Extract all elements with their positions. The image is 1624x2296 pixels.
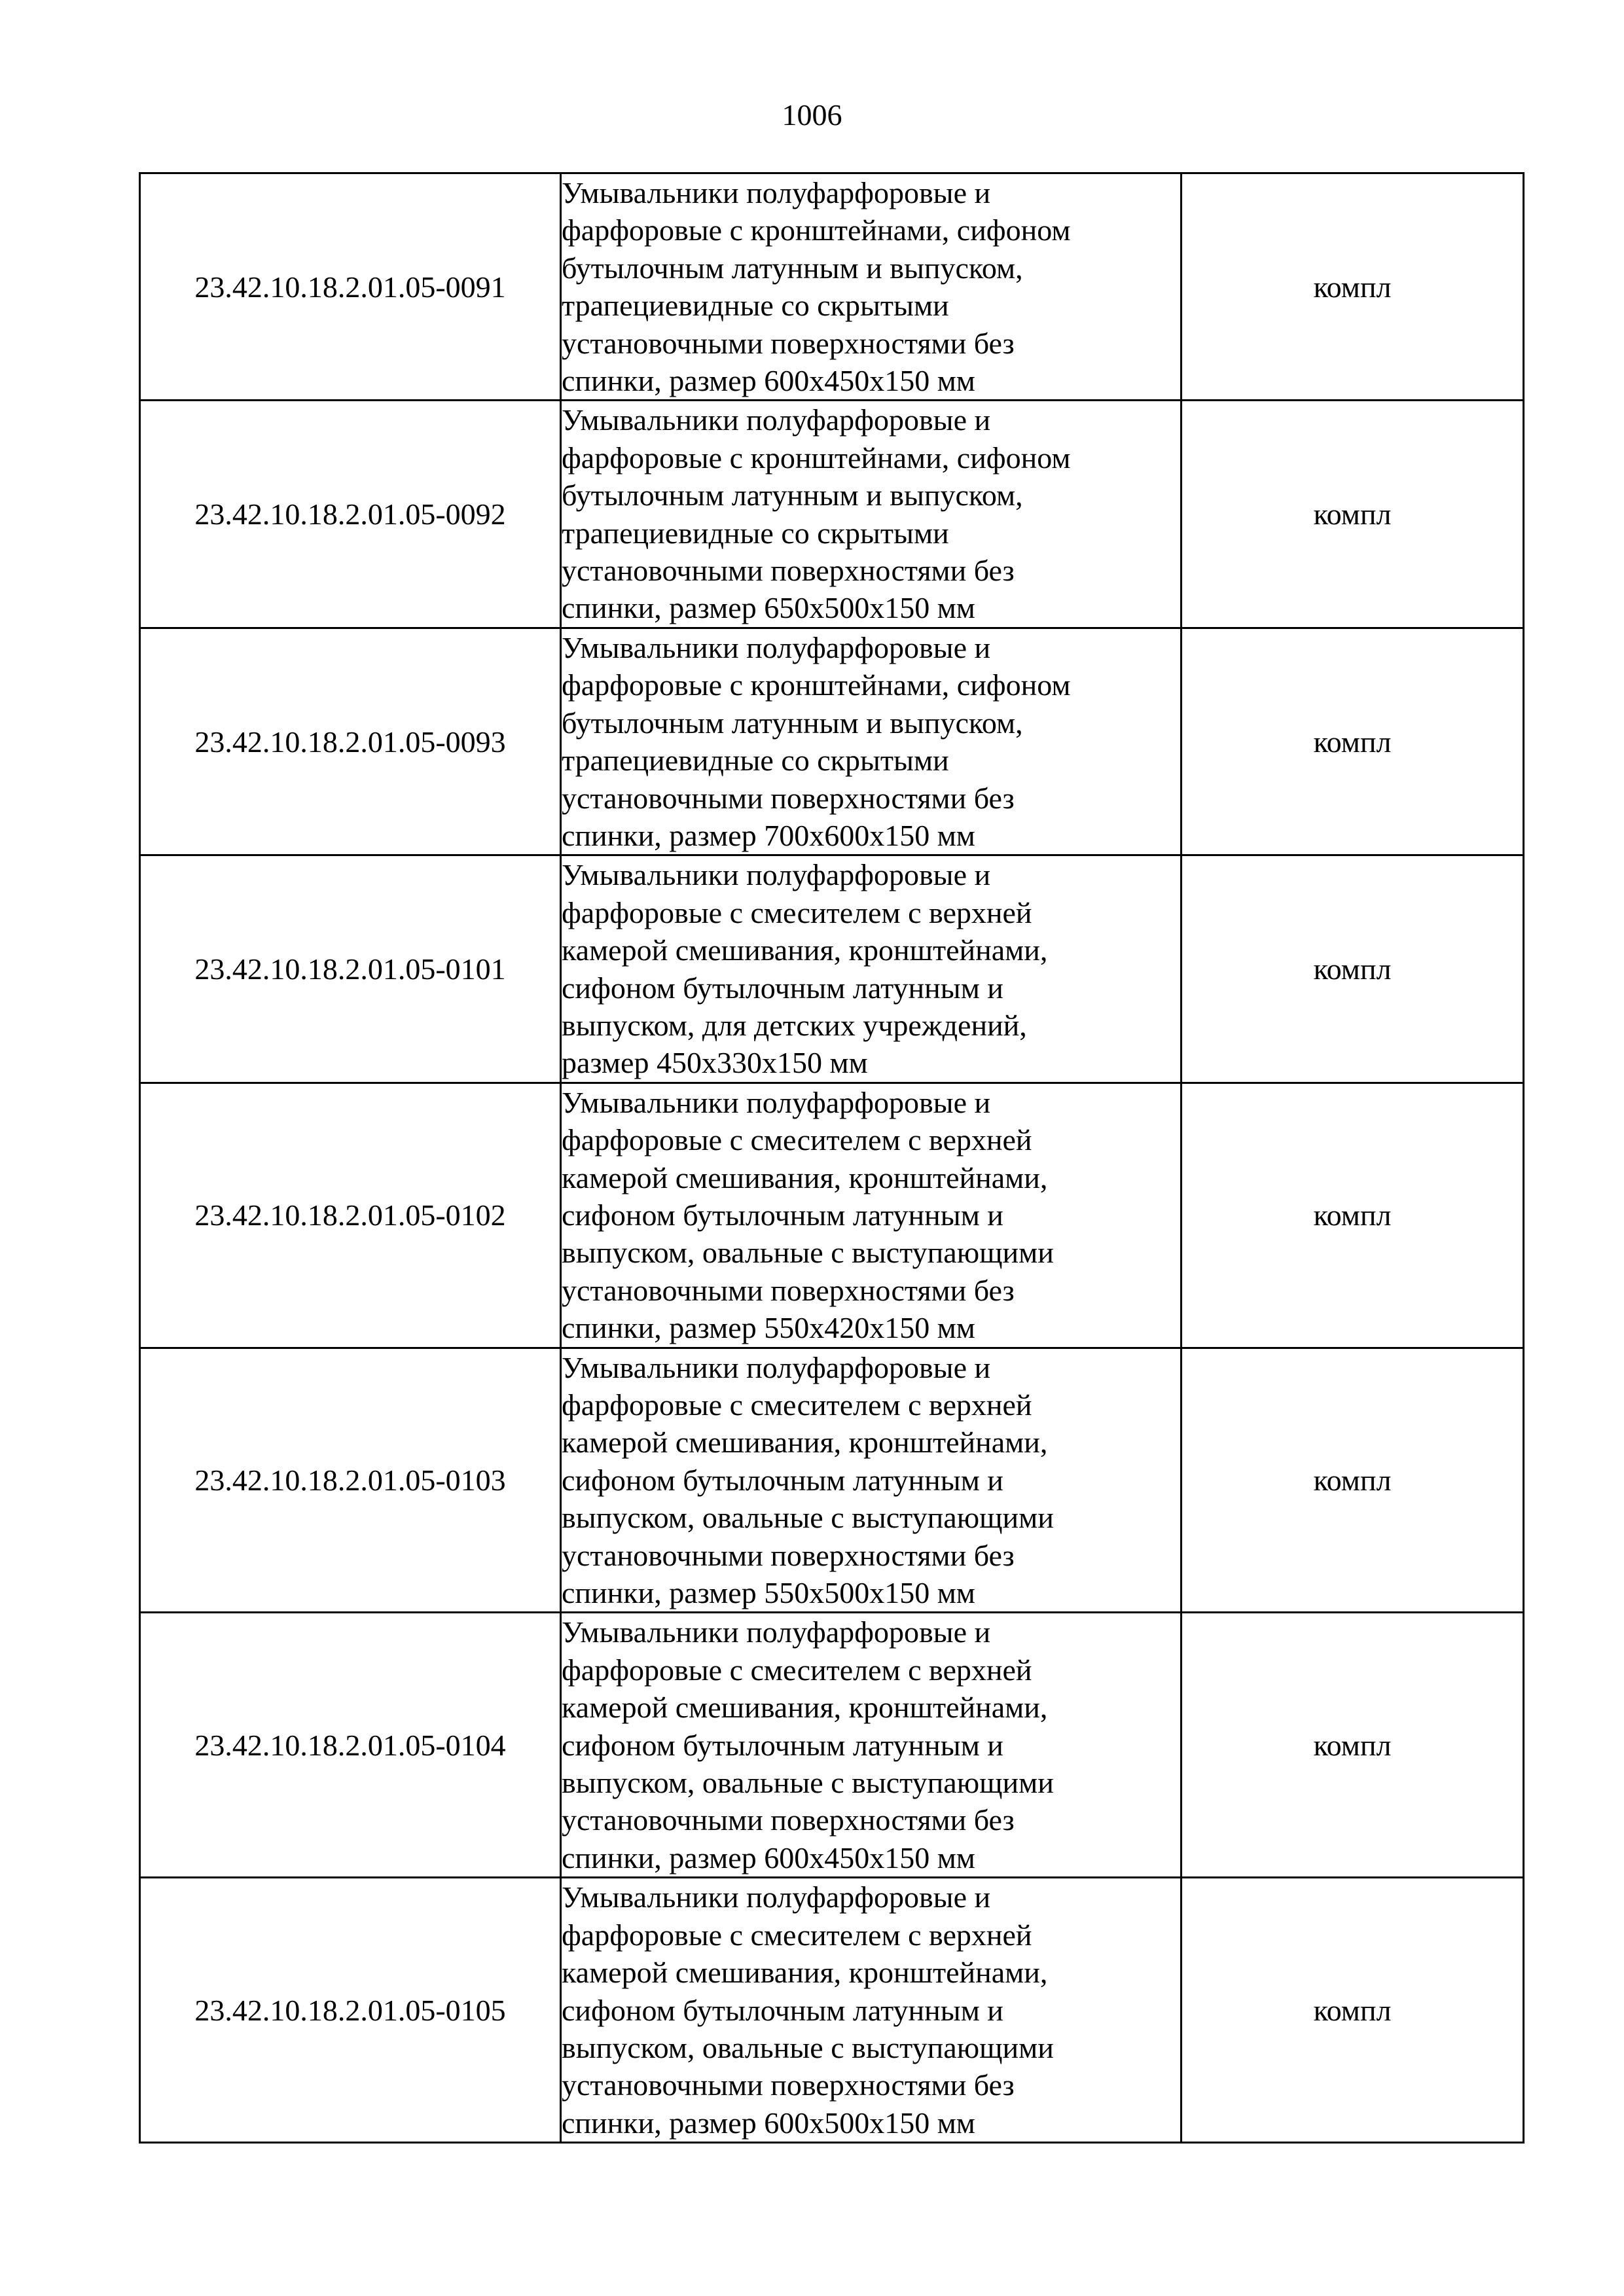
- description-line: фарфоровые с кронштейнами, сифоном: [562, 668, 1071, 702]
- description-line: бутылочным латунным и выпуском,: [562, 478, 1023, 512]
- description-line: спинки, размер 700х600х150 мм: [562, 818, 975, 852]
- description-line: установочными поверхностями без: [562, 781, 1015, 815]
- description-line: выпуском, для детских учреждений,: [562, 1008, 1027, 1042]
- description-line: сифоном бутылочным латунным и: [562, 971, 1003, 1005]
- resource-code: 23.42.10.18.2.01.05-0091: [140, 173, 561, 401]
- unit-of-measure: компл: [1182, 855, 1524, 1083]
- unit-of-measure: компл: [1182, 1878, 1524, 2143]
- description-line: выпуском, овальные с выступающими: [562, 1501, 1054, 1535]
- description-line: Умывальники полуфарфоровые и: [562, 858, 991, 892]
- description-line: фарфоровые с кронштейнами, сифоном: [562, 213, 1071, 247]
- description-line: фарфоровые с смесителем с верхней: [562, 1918, 1032, 1952]
- unit-of-measure: компл: [1182, 1613, 1524, 1878]
- description-line: спинки, размер 550х420х150 мм: [562, 1311, 975, 1345]
- description-line: бутылочным латунным и выпуском,: [562, 706, 1023, 740]
- description-line: установочными поверхностями без: [562, 2068, 1015, 2102]
- description-line: камерой смешивания, кронштейнами,: [562, 1956, 1048, 1990]
- unit-of-measure: компл: [1182, 1083, 1524, 1348]
- resource-code: 23.42.10.18.2.01.05-0104: [140, 1613, 561, 1878]
- description-line: установочными поверхностями без: [562, 1273, 1015, 1307]
- description-line: сифоном бутылочным латунным и: [562, 1198, 1003, 1232]
- description-line: размер 450х330х150 мм: [562, 1046, 868, 1080]
- description-line: спинки, размер 550х500х150 мм: [562, 1576, 975, 1610]
- resource-description: [561, 1878, 1182, 2143]
- description-line: сифоном бутылочным латунным и: [562, 1993, 1003, 2027]
- resource-code: 23.42.10.18.2.01.05-0093: [140, 628, 561, 855]
- description-line: Умывальники полуфарфоровые и: [562, 1085, 991, 1119]
- description-line: спинки, размер 600х500х150 мм: [562, 2106, 975, 2140]
- description-line: камерой смешивания, кронштейнами,: [562, 933, 1048, 967]
- description-line: выпуском, овальные с выступающими: [562, 2030, 1054, 2064]
- table-row: [140, 855, 1524, 1083]
- description-line: фарфоровые с смесителем с верхней: [562, 1123, 1032, 1157]
- description-line: Умывальники полуфарфоровые и: [562, 1880, 991, 1914]
- table-row: [140, 628, 1524, 855]
- unit-of-measure: компл: [1182, 628, 1524, 855]
- description-line: спинки, размер 600х450х150 мм: [562, 364, 975, 398]
- description-line: установочными поверхностями без: [562, 554, 1015, 588]
- resource-code: 23.42.10.18.2.01.05-0105: [140, 1878, 561, 2143]
- table-row: [140, 173, 1524, 401]
- description-line: выпуском, овальные с выступающими: [562, 1766, 1054, 1800]
- resource-code: 23.42.10.18.2.01.05-0101: [140, 855, 561, 1083]
- resource-description: [561, 1348, 1182, 1613]
- table-body: [140, 173, 1524, 2143]
- description-line: Умывальники полуфарфоровые и: [562, 1350, 991, 1384]
- description-line: фарфоровые с смесителем с верхней: [562, 895, 1032, 929]
- resource-description: [561, 401, 1182, 628]
- description-line: Умывальники полуфарфоровые и: [562, 176, 991, 209]
- description-line: спинки, размер 600х450х150 мм: [562, 1840, 975, 1874]
- description-line: фарфоровые с смесителем с верхней: [562, 1388, 1032, 1422]
- table-row: [140, 1613, 1524, 1878]
- description-line: трапециевидные со скрытыми: [562, 744, 949, 778]
- resource-code: 23.42.10.18.2.01.05-0102: [140, 1083, 561, 1348]
- resource-description: [561, 173, 1182, 401]
- unit-of-measure: компл: [1182, 1348, 1524, 1613]
- description-line: установочными поверхностями без: [562, 1538, 1015, 1572]
- table-row: [140, 1878, 1524, 2143]
- description-line: трапециевидные со скрытыми: [562, 516, 949, 550]
- description-line: камерой смешивания, кронштейнами,: [562, 1691, 1048, 1725]
- description-line: фарфоровые с смесителем с верхней: [562, 1653, 1032, 1687]
- resource-description: [561, 1083, 1182, 1348]
- page-number: 1006: [782, 98, 842, 132]
- description-line: Умывальники полуфарфоровые и: [562, 1615, 991, 1649]
- description-line: выпуском, овальные с выступающими: [562, 1236, 1054, 1270]
- resource-description: [561, 855, 1182, 1083]
- table-row: [140, 1348, 1524, 1613]
- table-row: [140, 401, 1524, 628]
- description-line: камерой смешивания, кронштейнами,: [562, 1160, 1048, 1194]
- description-line: установочными поверхностями без: [562, 1803, 1015, 1837]
- description-line: камерой смешивания, кронштейнами,: [562, 1426, 1048, 1460]
- resource-table: [139, 172, 1525, 2144]
- description-line: сифоном бутылочным латунным и: [562, 1463, 1003, 1497]
- description-line: установочными поверхностями без: [562, 326, 1015, 360]
- table-row: [140, 1083, 1524, 1348]
- description-line: Умывальники полуфарфоровые и: [562, 630, 991, 664]
- description-line: фарфоровые с кронштейнами, сифоном: [562, 440, 1071, 475]
- resource-description: [561, 1613, 1182, 1878]
- unit-of-measure: компл: [1182, 401, 1524, 628]
- description-line: трапециевидные со скрытыми: [562, 289, 949, 323]
- description-line: бутылочным латунным и выпуском,: [562, 251, 1023, 285]
- description-line: Умывальники полуфарфоровые и: [562, 403, 991, 437]
- description-line: спинки, размер 650х500х150 мм: [562, 591, 975, 625]
- unit-of-measure: компл: [1182, 173, 1524, 401]
- resource-code: 23.42.10.18.2.01.05-0092: [140, 401, 561, 628]
- description-line: сифоном бутылочным латунным и: [562, 1728, 1003, 1762]
- resource-description: [561, 628, 1182, 855]
- resource-code: 23.42.10.18.2.01.05-0103: [140, 1348, 561, 1613]
